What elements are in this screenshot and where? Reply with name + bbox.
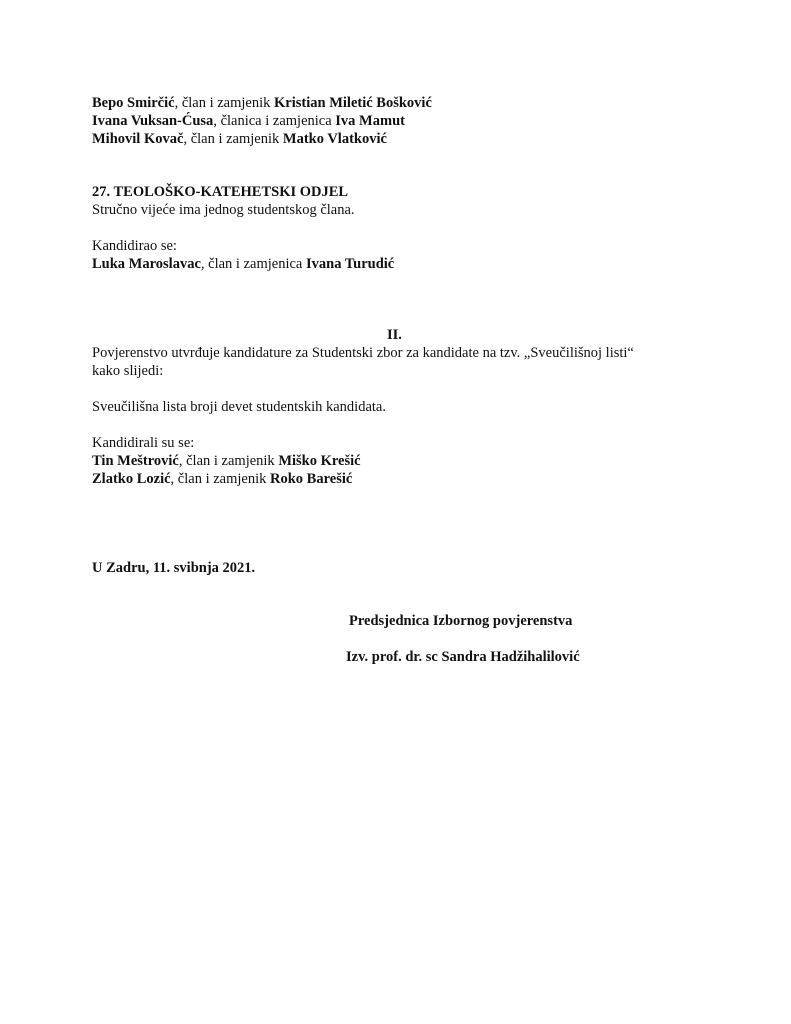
place-date-text: U Zadru, 11. svibnja 2021. bbox=[92, 560, 256, 576]
member-role: , član i zamjenik bbox=[183, 131, 283, 147]
member-name: Bepo Smirčić bbox=[92, 95, 175, 111]
member-name: Luka Maroslavac bbox=[92, 256, 201, 272]
member-role: , članica i zamjenica bbox=[213, 113, 336, 129]
signature-title-text: Predsjednica Izbornog povjerenstva bbox=[349, 613, 573, 629]
section-description: Stručno vijeće ima jednog studentskog člana. bbox=[92, 202, 355, 218]
deputy-name: Miško Krešić bbox=[278, 453, 361, 469]
place-date bbox=[92, 559, 255, 577]
member-row bbox=[92, 130, 387, 148]
signature-title bbox=[349, 612, 572, 630]
intro-text-line-2: kako slijedi: bbox=[92, 363, 164, 379]
deputy-name: Kristian Miletić Bošković bbox=[274, 95, 432, 111]
member-name: Ivana Vuksan-Ćusa bbox=[92, 113, 214, 129]
section-numeral-text: II. bbox=[387, 327, 402, 343]
member-row bbox=[92, 94, 432, 112]
member-role: , član i zamjenik bbox=[174, 95, 275, 111]
candidate-row bbox=[92, 255, 394, 273]
candidate-row bbox=[92, 452, 361, 470]
member-role: , član i zamjenik bbox=[178, 453, 279, 469]
candidates-label: Kandidirao se: bbox=[92, 238, 177, 254]
member-role: , član i zamjenica bbox=[200, 256, 306, 272]
member-row bbox=[92, 112, 405, 130]
deputy-name: Matko Vlatković bbox=[282, 131, 387, 147]
member-name: Tin Meštrović bbox=[92, 453, 179, 469]
signature-name bbox=[346, 648, 580, 666]
member-name: Zlatko Lozić bbox=[92, 471, 171, 487]
member-name: Mihovil Kovač bbox=[92, 131, 184, 147]
section-numeral bbox=[387, 326, 402, 344]
section-heading-text: 27. TEOLOŠKO-KATEHETSKI ODJEL bbox=[92, 184, 349, 200]
intro-text-line-1: Povjerenstvo utvrđuje kandidature za Studentski zbor za kandidate na tzv. „Sveučilišnoj listi“ bbox=[92, 345, 634, 361]
candidate-row bbox=[92, 470, 352, 488]
deputy-name: Ivana Turudić bbox=[305, 256, 395, 272]
candidates-label: Kandidirali su se: bbox=[92, 435, 195, 451]
signature-name-text: Izv. prof. dr. sc Sandra Hadžihalilović bbox=[346, 649, 580, 665]
section-heading bbox=[92, 183, 348, 201]
deputy-name: Roko Barešić bbox=[270, 471, 353, 487]
list-count-text: Sveučilišna lista broji devet studentskih kandidata. bbox=[92, 399, 386, 415]
member-role: , član i zamjenik bbox=[170, 471, 270, 487]
deputy-name: Iva Mamut bbox=[335, 113, 405, 129]
